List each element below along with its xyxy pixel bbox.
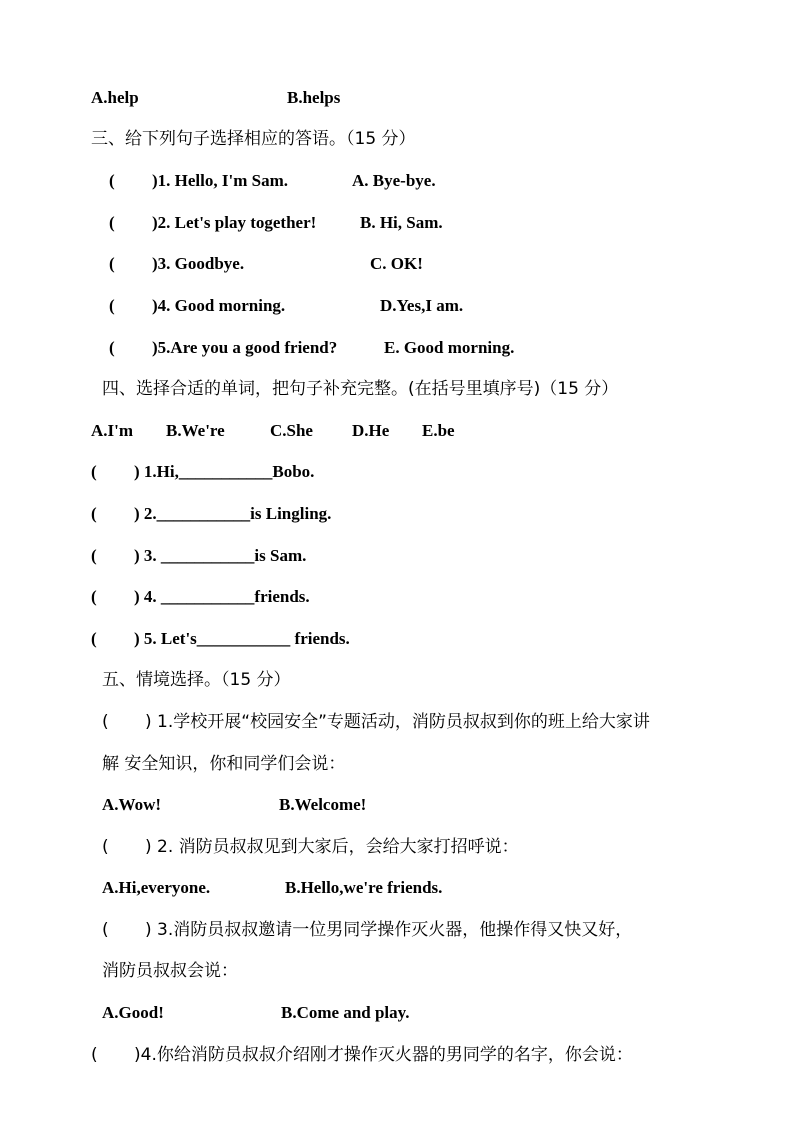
question-text: ) 1.学校开展“校园安全”专题活动，消防员叔叔到你的班上给大家讲 bbox=[145, 712, 650, 732]
answer-option: B. Hi, Sam. bbox=[360, 213, 443, 232]
answer-option: C. OK! bbox=[370, 254, 423, 273]
question-text: )5.Are you a good friend? bbox=[152, 338, 338, 357]
answer-paren[interactable]: ( bbox=[91, 504, 97, 523]
fill-sentence: ) 5. Let's___________ friends. bbox=[134, 629, 350, 648]
question-text: 消防员叔叔会说： bbox=[102, 961, 238, 981]
answer-paren[interactable]: ( bbox=[109, 338, 115, 357]
answer-paren[interactable]: ( bbox=[109, 296, 115, 315]
fill-sentence: ) 2.___________is Lingling. bbox=[134, 504, 332, 523]
option-b: B.helps bbox=[287, 88, 341, 107]
question-text: )2. Let's play together! bbox=[152, 213, 317, 232]
word-option: C.She bbox=[270, 421, 313, 440]
answer-option: D.Yes,I am. bbox=[380, 296, 464, 315]
question-text: )1. Hello, I'm Sam. bbox=[152, 171, 288, 190]
choice-a: A.Wow! bbox=[102, 795, 162, 814]
choice-a: A.Hi,everyone. bbox=[102, 878, 211, 897]
question-text: 解 安全知识，你和同学们会说： bbox=[102, 754, 346, 774]
question-text: )4.你给消防员叔叔介绍刚才操作灭火器的男同学的名字，你会说： bbox=[134, 1045, 633, 1065]
answer-paren[interactable]: ( bbox=[91, 629, 97, 648]
word-option: D.He bbox=[352, 421, 390, 440]
choice-a: A.Good! bbox=[102, 1003, 164, 1022]
answer-paren[interactable]: ( bbox=[102, 712, 109, 732]
answer-paren[interactable]: ( bbox=[91, 462, 97, 481]
choice-b: B.Welcome! bbox=[279, 795, 367, 814]
word-option: A.I'm bbox=[91, 421, 134, 440]
fill-sentence: ) 1.Hi,___________Bobo. bbox=[134, 462, 315, 481]
word-option: B.We're bbox=[166, 421, 225, 440]
answer-paren[interactable]: ( bbox=[102, 920, 109, 940]
question-text: ) 2. 消防员叔叔见到大家后，会给大家打招呼说： bbox=[145, 837, 519, 857]
answer-paren[interactable]: ( bbox=[91, 587, 97, 606]
choice-b: B.Hello,we're friends. bbox=[285, 878, 443, 897]
fill-sentence: ) 4. ___________friends. bbox=[134, 587, 310, 606]
answer-paren[interactable]: ( bbox=[109, 213, 115, 232]
fill-sentence: ) 3. ___________is Sam. bbox=[134, 546, 307, 565]
answer-paren[interactable]: ( bbox=[91, 546, 97, 565]
answer-paren[interactable]: ( bbox=[102, 837, 109, 857]
answer-paren[interactable]: ( bbox=[91, 1045, 98, 1065]
option-a: A.help bbox=[91, 88, 139, 107]
question-text: )4. Good morning. bbox=[152, 296, 286, 315]
answer-option: E. Good morning. bbox=[384, 338, 515, 357]
answer-paren[interactable]: ( bbox=[109, 254, 115, 273]
word-option: E.be bbox=[422, 421, 455, 440]
answer-option: A. Bye-bye. bbox=[352, 171, 436, 190]
answer-paren[interactable]: ( bbox=[109, 171, 115, 190]
choice-b: B.Come and play. bbox=[281, 1003, 410, 1022]
question-text: ) 3.消防员叔叔邀请一位男同学操作灭火器，他操作得又快又好， bbox=[145, 920, 633, 940]
question-text: )3. Goodbye. bbox=[152, 254, 245, 273]
